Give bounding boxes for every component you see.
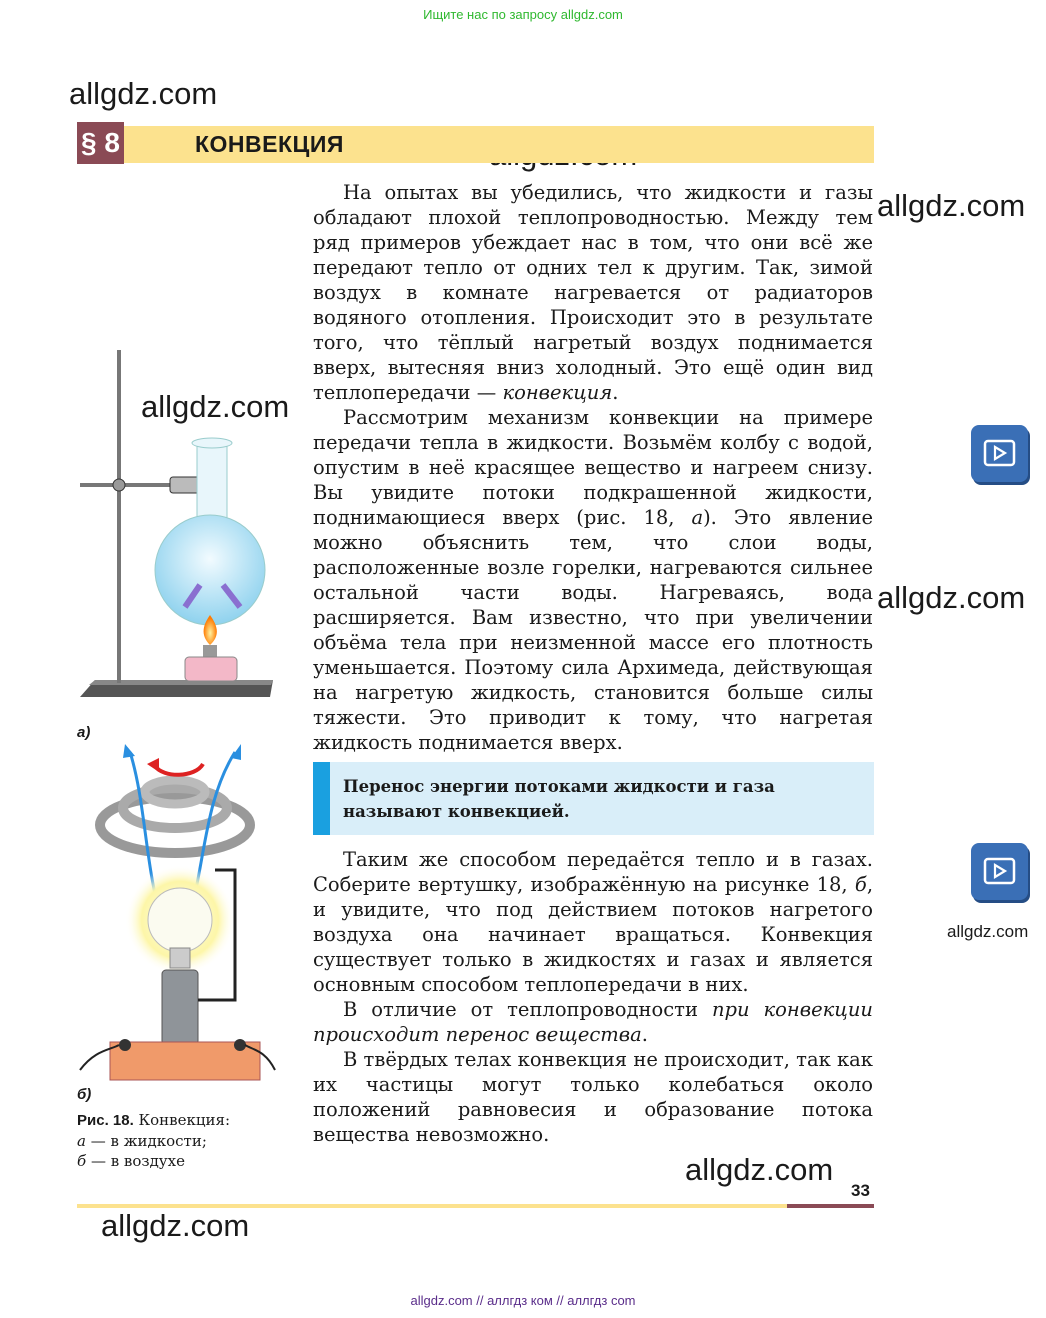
p4-end: . bbox=[641, 1023, 648, 1046]
term-convection: конвекция bbox=[502, 381, 613, 404]
text-column-bottom bbox=[313, 847, 873, 1147]
definition-stripe bbox=[313, 762, 330, 835]
play-icon bbox=[971, 425, 1028, 482]
paragraph-2 bbox=[313, 405, 873, 755]
caption-b-text: — в воздухе bbox=[90, 1152, 185, 1170]
section-number-badge: § 8 bbox=[77, 122, 124, 164]
p1-text: На опытах вы убедились, что жидкости и газы обладают плохой теплопроводностью. Между тем ряд примеров убеждает нас в том, что они всё же передают тепло от одних тел к другим. Так, зимой воздух в комнате нагревается от радиаторов водяного отопления. Происходит это в результате того, что тёплый нагретый воздух поднимается вверх, вытесняя вниз холодный. Это ещё один вид теплопередачи — bbox=[313, 181, 873, 404]
top-note: Ищите нас по запросу allgdz.com bbox=[423, 7, 623, 22]
figure-a-flask-illustration bbox=[75, 345, 280, 725]
caption-line-2 bbox=[77, 1131, 307, 1151]
watermark: allgdz.com bbox=[947, 922, 1029, 941]
caption-line-1 bbox=[77, 1110, 307, 1131]
video-play-button[interactable] bbox=[971, 843, 1028, 900]
p3-text-b: , и увидите, что под действием потоков нагретого воздуха она начинает вращаться. Конвекция существует только в жидкостях и газах и является основным способом теплопередачи в них. bbox=[313, 873, 874, 996]
term-transfer: при конвекции происходит перенос вещества bbox=[313, 998, 873, 1046]
figure-b-label: б) bbox=[77, 1086, 92, 1103]
section-title: КОНВЕКЦИЯ bbox=[195, 131, 344, 157]
p1-end: . bbox=[612, 381, 619, 404]
fig-ref-a: а bbox=[691, 506, 704, 529]
p2-text-b: ). Это явление можно объяснить тем, что слои воды, расположенные возле горелки, нагреваются сильнее остальной части воды. Нагреваясь, вода расширяется. Вам известно, что при увеличении объёма тела при неизменной массе его плотность уменьшается. Поэтому сила Архимеда, действующая на нагретую жидкость, становится больше силы тяжести. Это приводит к тому, что нагретая жидкость поднимается вверх. bbox=[313, 506, 873, 754]
p3-text-a: Таким же способом передаётся тепло и в газах. Соберите вертушку, изображённую на рисунке 18, bbox=[313, 848, 873, 896]
caption-b-key: б bbox=[77, 1152, 87, 1170]
definition-text: Перенос энергии потоками жидкости и газа называют конвекцией. bbox=[343, 777, 775, 821]
p4-text: В отличие от теплопроводности bbox=[343, 998, 698, 1021]
footer-divider bbox=[77, 1204, 787, 1208]
paragraph-1 bbox=[313, 180, 873, 405]
caption-line-3 bbox=[77, 1151, 307, 1171]
watermark: allgdz.com bbox=[69, 76, 218, 111]
bottom-note: allgdz.com // аллгдз ком // аллгдз com bbox=[410, 1293, 636, 1308]
caption-title: Конвекция: bbox=[138, 1111, 231, 1129]
watermark: allgdz.com bbox=[685, 1152, 834, 1187]
paragraph-4 bbox=[313, 997, 873, 1047]
caption-prefix: Рис. 18. bbox=[77, 1112, 134, 1129]
video-play-button[interactable] bbox=[971, 425, 1028, 482]
fig-ref-b: б bbox=[854, 873, 867, 896]
figure-a-label: а) bbox=[77, 724, 91, 741]
text-column-top bbox=[313, 180, 873, 755]
caption-a-key: а bbox=[77, 1132, 86, 1150]
paragraph-5: В твёрдых телах конвекция не происходит, так как их частицы могут только колебаться около положений равновесия и образование потока вещества невозможно. bbox=[313, 1048, 873, 1146]
p2-text-a: Рассмотрим механизм конвекции на примере передачи тепла в жидкости. Возьмём колбу с водой, опустим в неё красящее вещество и нагреем снизу. Вы увидите потоки подкрашенной жидкости, поднимающиеся вверх (рис. 18, bbox=[313, 406, 873, 529]
watermark: allgdz.com bbox=[877, 580, 1026, 615]
play-icon bbox=[971, 843, 1028, 900]
page-number: 33 bbox=[851, 1181, 870, 1200]
caption-a-text: — в жидкости; bbox=[90, 1132, 207, 1150]
figure-b-lamp-illustration bbox=[75, 740, 280, 1090]
footer-divider-accent bbox=[787, 1204, 874, 1208]
watermark: allgdz.com bbox=[101, 1208, 250, 1243]
paragraph-3 bbox=[313, 847, 873, 997]
watermark: allgdz.com bbox=[877, 188, 1026, 223]
figure-caption bbox=[77, 1110, 307, 1171]
watermark: allgdz.com bbox=[141, 389, 290, 424]
